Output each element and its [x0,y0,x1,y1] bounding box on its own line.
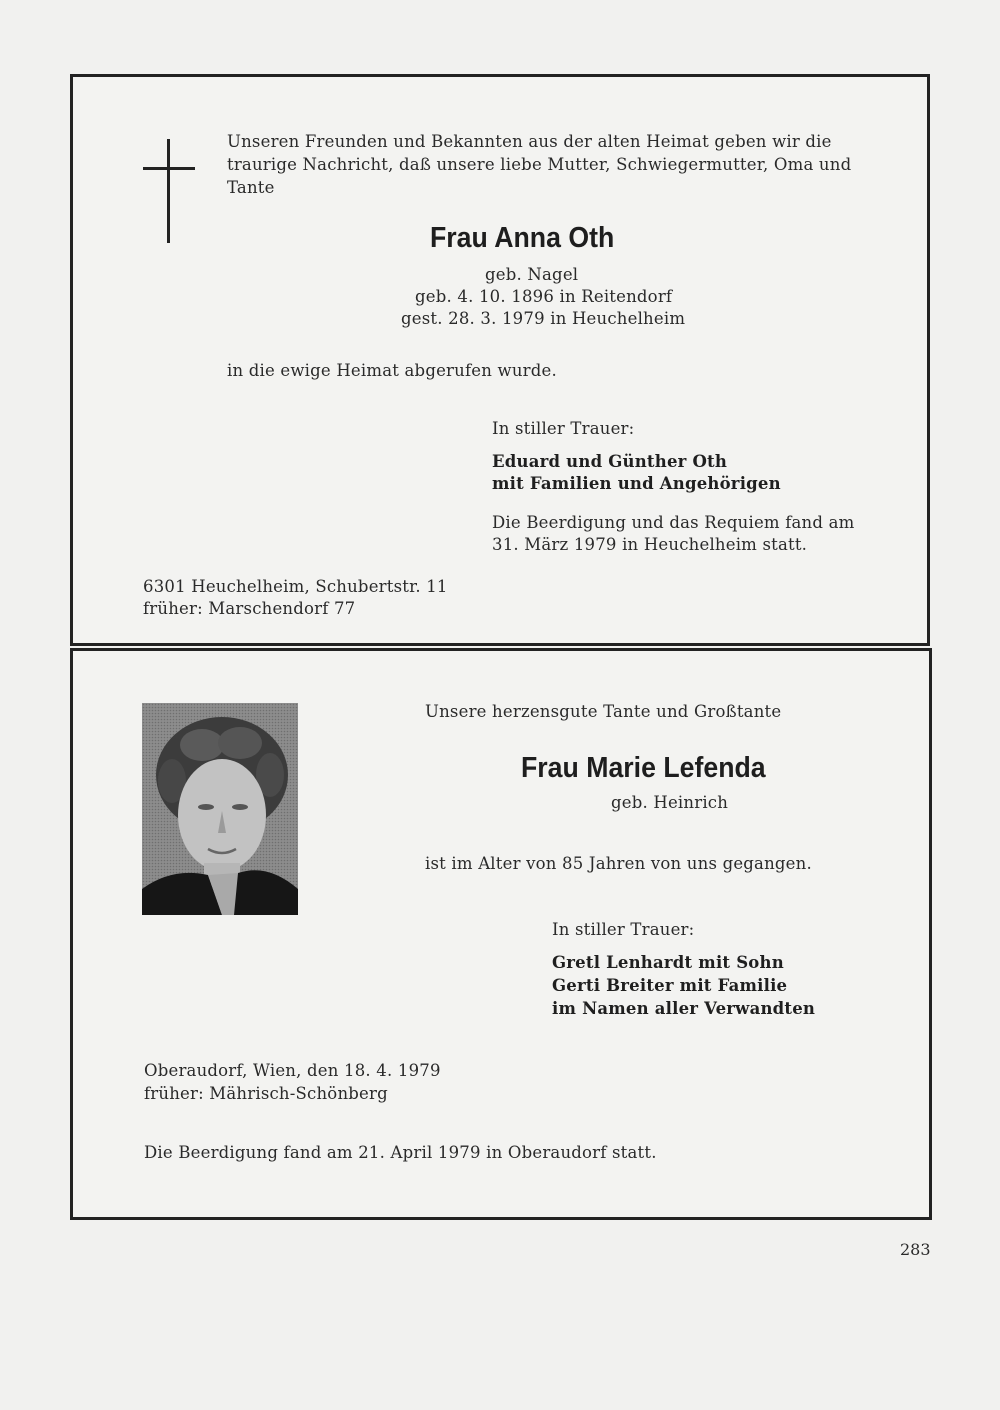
mourner-line-1: Gretl Lenhardt mit Sohn [552,953,784,972]
funeral-line-2: 31. März 1979 in Heuchelheim statt. [492,535,808,554]
address-line-1: 6301 Heuchelheim, Schubertstr. 11 [143,577,448,596]
birth-name: geb. Nagel [485,265,579,284]
birth-name: geb. Heinrich [611,793,729,812]
address-line-2: früher: Mährisch-Schönberg [144,1084,388,1103]
mourning-label: In stiller Trauer: [492,419,635,438]
intro-line-2: traurige Nachricht, daß unsere liebe Mutter, Schwiegermutter, Oma und [227,155,852,174]
funeral-text: Die Beerdigung fand am 21. April 1979 in Oberaudorf statt. [144,1143,657,1162]
obituary-notice-marie-lefenda [70,648,932,1220]
deceased-name: Frau Marie Lefenda [521,752,766,784]
deceased-name: Frau Anna Oth [430,222,615,254]
death-date: gest. 28. 3. 1979 in Heuchelheim [401,309,686,328]
closing-text: ist im Alter von 85 Jahren von uns gegangen. [425,854,812,873]
address-line-2: früher: Marschendorf 77 [143,599,356,618]
funeral-line-1: Die Beerdigung und das Requiem fand am [492,513,855,532]
address-line-1: Oberaudorf, Wien, den 18. 4. 1979 [144,1061,441,1080]
mourner-line-3: im Namen aller Verwandten [552,999,816,1018]
portrait-photo [142,703,298,915]
mourning-label: In stiller Trauer: [552,920,695,939]
cross-icon [143,139,195,243]
closing-text: in die ewige Heimat abgerufen wurde. [227,361,557,380]
intro-line-1: Unseren Freunden und Bekannten aus der alten Heimat geben wir die [227,132,832,151]
mourner-line-2: mit Familien und Angehörigen [492,474,781,493]
obituary-notice-anna-oth [70,74,930,646]
mourner-line-1: Eduard und Günther Oth [492,452,728,471]
page-number: 283 [900,1240,931,1259]
birth-date: geb. 4. 10. 1896 in Reitendorf [415,287,673,306]
intro-line-3: Tante [227,178,275,197]
intro-text: Unsere herzensgute Tante und Großtante [425,702,782,721]
mourner-line-2: Gerti Breiter mit Familie [552,976,788,995]
